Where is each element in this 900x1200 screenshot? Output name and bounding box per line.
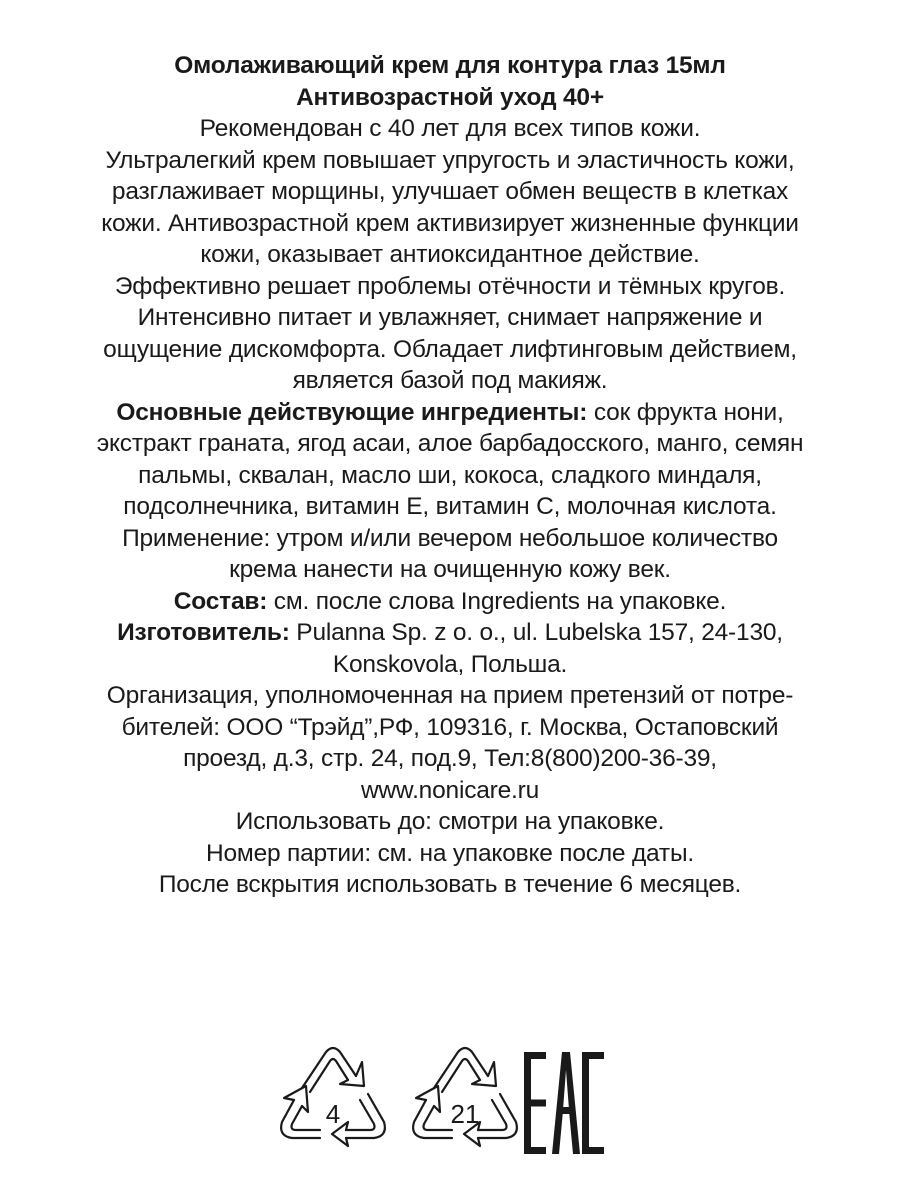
ingredients-heading: Основные действующие ингредиенты: <box>116 398 588 426</box>
description-line: Рекомендован с 40 лет для всех типов кожи. <box>199 115 701 142</box>
batch-line: Номер партии: см. на упаковке после даты. <box>206 839 694 867</box>
product-title: Омолаживающий крем для контура глаз 15мл <box>174 52 726 79</box>
ingredients-line: подсолнечника, витамин Е, витамин С, молочная кислота. <box>123 493 777 520</box>
composition-heading: Состав: <box>173 587 268 615</box>
description-line: разглаживает морщины, улучшает обмен веществ в клетках <box>111 178 789 205</box>
usage-line: Применение: утром и/или вечером небольшое количество <box>122 524 778 552</box>
manufacturer-line: Konskovola, Польша. <box>332 650 568 678</box>
manufacturer-heading: Изготовитель: <box>117 619 290 646</box>
description-line: кожи, оказывает антиоксидантное действие. <box>200 241 700 268</box>
description-line: Интенсивно питает и увлажняет, снимает напряжение и <box>137 304 763 331</box>
description-line: кожи. Антивозрастной крем активизирует жизненные функции <box>101 209 799 237</box>
description-line: Ультралегкий крем повышает упругость и эластичность кожи, <box>105 146 795 174</box>
recycle-code: 21 <box>450 1099 480 1129</box>
organization-line: бителей: ООО “Трэйд”,РФ, 109316, г. Москва, Остаповский <box>121 713 779 741</box>
manufacturer-line <box>40 617 860 649</box>
product-subtitle: Антивозрастной уход 40+ <box>296 83 604 111</box>
product-label <box>40 50 860 901</box>
recycle-code: 4 <box>325 1099 341 1129</box>
organization-line: проезд, д.3, стр. 24, под.9, Тел:8(800)200-36-39, <box>183 745 717 772</box>
description-line: ощущение дискомфорта. Обладает лифтинговым действием, <box>103 335 797 363</box>
ingredients-line <box>40 397 860 429</box>
ingredients-line: пальмы, сквалан, масло ши, кокоса, сладкого миндаля, <box>138 461 762 489</box>
composition-text: см. после слова Ingredients на упаковке. <box>267 587 727 615</box>
after-opening-line: После вскрытия использовать в течение 6 месяцев. <box>158 871 742 898</box>
description-line: Эффективно решает проблемы отёчности и тёмных кругов. <box>114 272 786 300</box>
recycle-triangle-icon <box>276 1042 390 1148</box>
ingredients-text: сок фрукта нони, <box>587 398 784 426</box>
manufacturer-text: Pulanna Sp. z o. o., ul. Lubelska 157, 24-130, <box>289 619 783 646</box>
organization-website: www.nonicare.ru <box>360 776 540 804</box>
usage-line: крема нанести на очищенную кожу век. <box>229 556 671 583</box>
ingredients-line: экстракт граната, ягод асаи, алое барбадосского, манго, семян <box>96 430 804 457</box>
organization-line: Организация, уполномоченная на прием претензий от потре- <box>106 682 794 709</box>
description-line: является базой под макияж. <box>292 367 608 394</box>
expiry-line: Использовать до: смотри на упаковке. <box>235 808 665 835</box>
composition-line <box>40 586 860 618</box>
certification-marks <box>0 1030 900 1170</box>
eac-mark-icon <box>524 1052 604 1154</box>
recycle-triangle-icon <box>408 1042 522 1148</box>
